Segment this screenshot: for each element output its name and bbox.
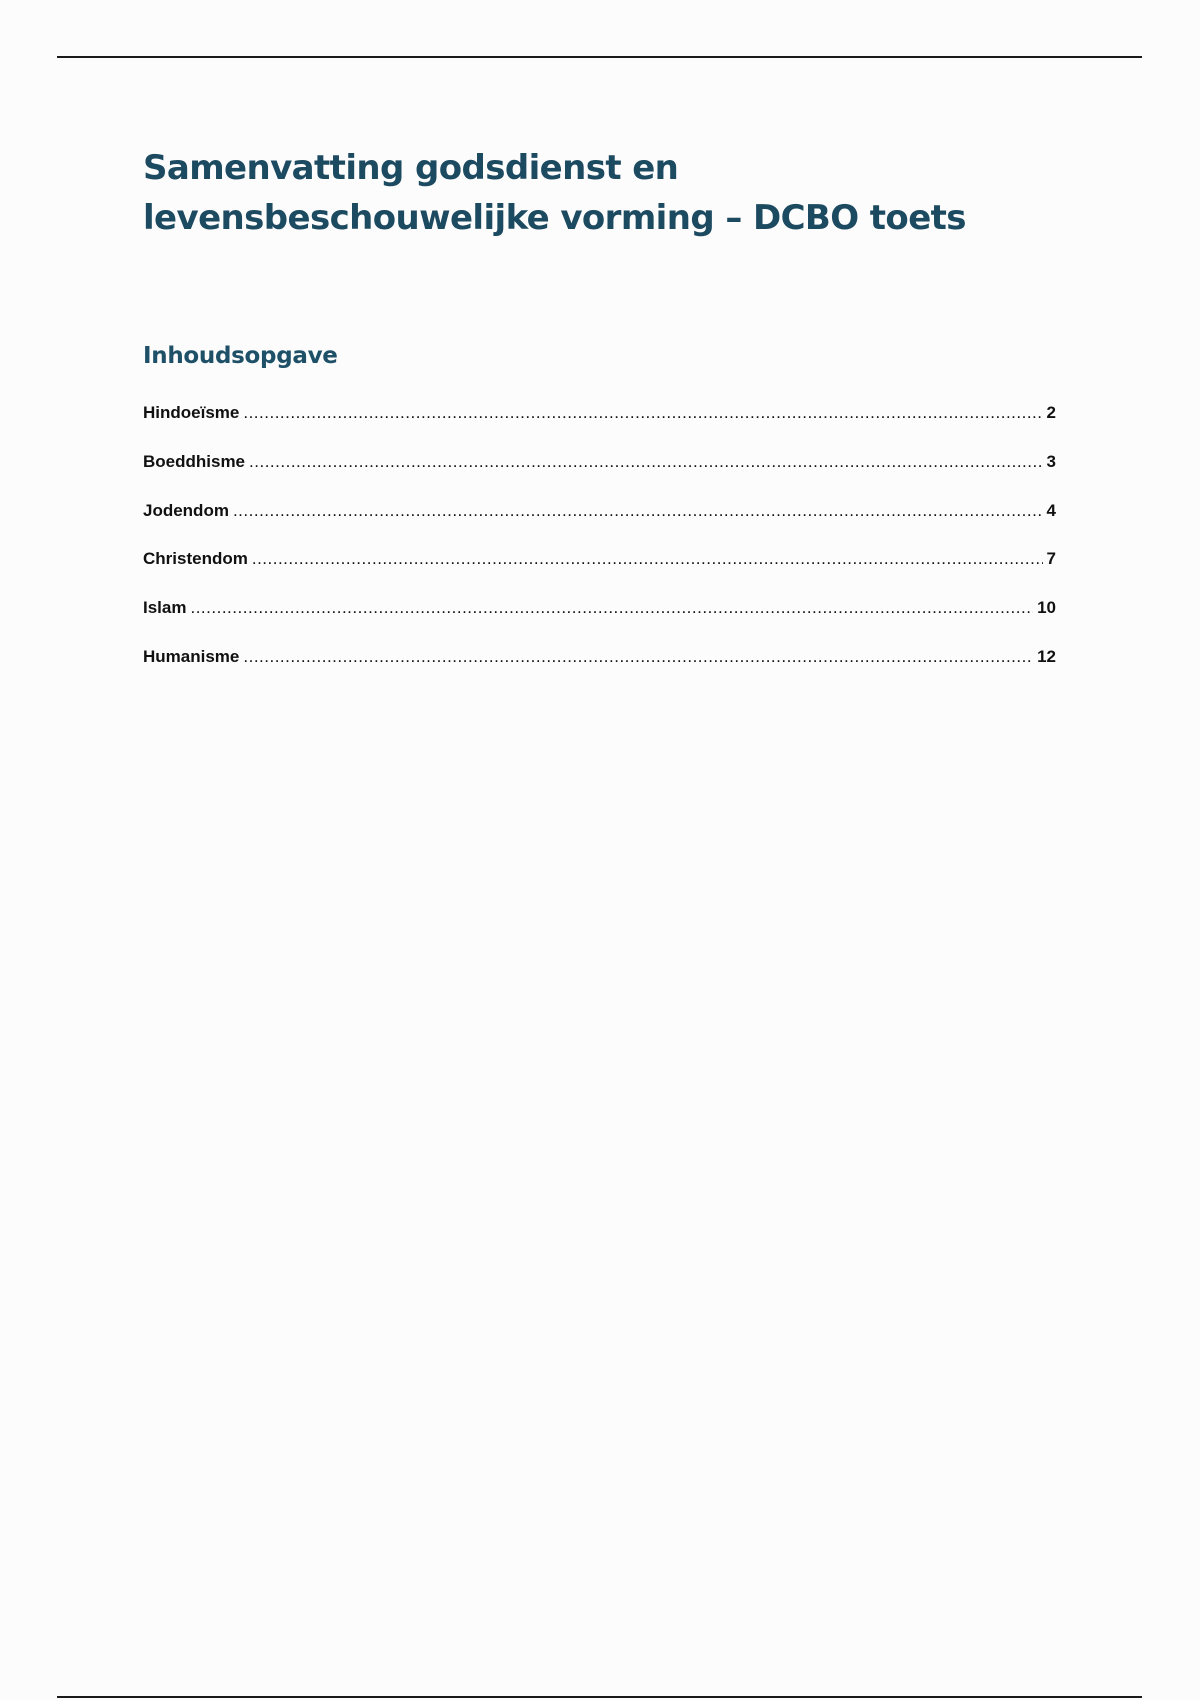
toc-dot-leader: [243, 403, 1042, 423]
toc-entry-label: Christendom: [143, 549, 248, 568]
footer-rule: [57, 1696, 1142, 1698]
toc-entry-label: Islam: [143, 598, 187, 617]
toc-entry-page: 4: [1046, 501, 1056, 520]
toc-entry-label: Humanisme: [143, 647, 240, 666]
toc-dot-leader: [190, 598, 1033, 618]
toc-entry-hindoeisme[interactable]: [143, 403, 1056, 427]
toc-entry-label: Hindoeïsme: [143, 403, 240, 422]
toc-entry-label: Jodendom: [143, 501, 229, 520]
toc-entry-jodendom[interactable]: [143, 501, 1056, 525]
header-rule: [57, 56, 1142, 58]
toc-entry-page: 10: [1037, 598, 1056, 617]
toc-entry-page: 2: [1046, 403, 1056, 422]
toc-entry-label: Boeddhisme: [143, 452, 246, 471]
toc-entry-christendom[interactable]: [143, 549, 1056, 573]
toc-entry-islam[interactable]: [143, 598, 1056, 622]
toc-dot-leader: [252, 549, 1043, 569]
document-title: Samenvatting godsdienst en levensbeschouwelijke vorming – DCBO toets: [143, 148, 966, 238]
toc-dot-leader: [243, 647, 1033, 667]
toc-dot-leader: [233, 501, 1043, 521]
toc-entry-humanisme[interactable]: [143, 647, 1056, 671]
toc-dot-leader: [249, 452, 1043, 472]
toc-entry-boeddhisme[interactable]: [143, 452, 1056, 476]
toc-entry-page: 3: [1046, 452, 1056, 471]
toc-entry-page: 7: [1046, 549, 1056, 568]
toc-entry-page: 12: [1037, 647, 1056, 666]
toc-heading: Inhoudsopgave: [143, 343, 338, 369]
